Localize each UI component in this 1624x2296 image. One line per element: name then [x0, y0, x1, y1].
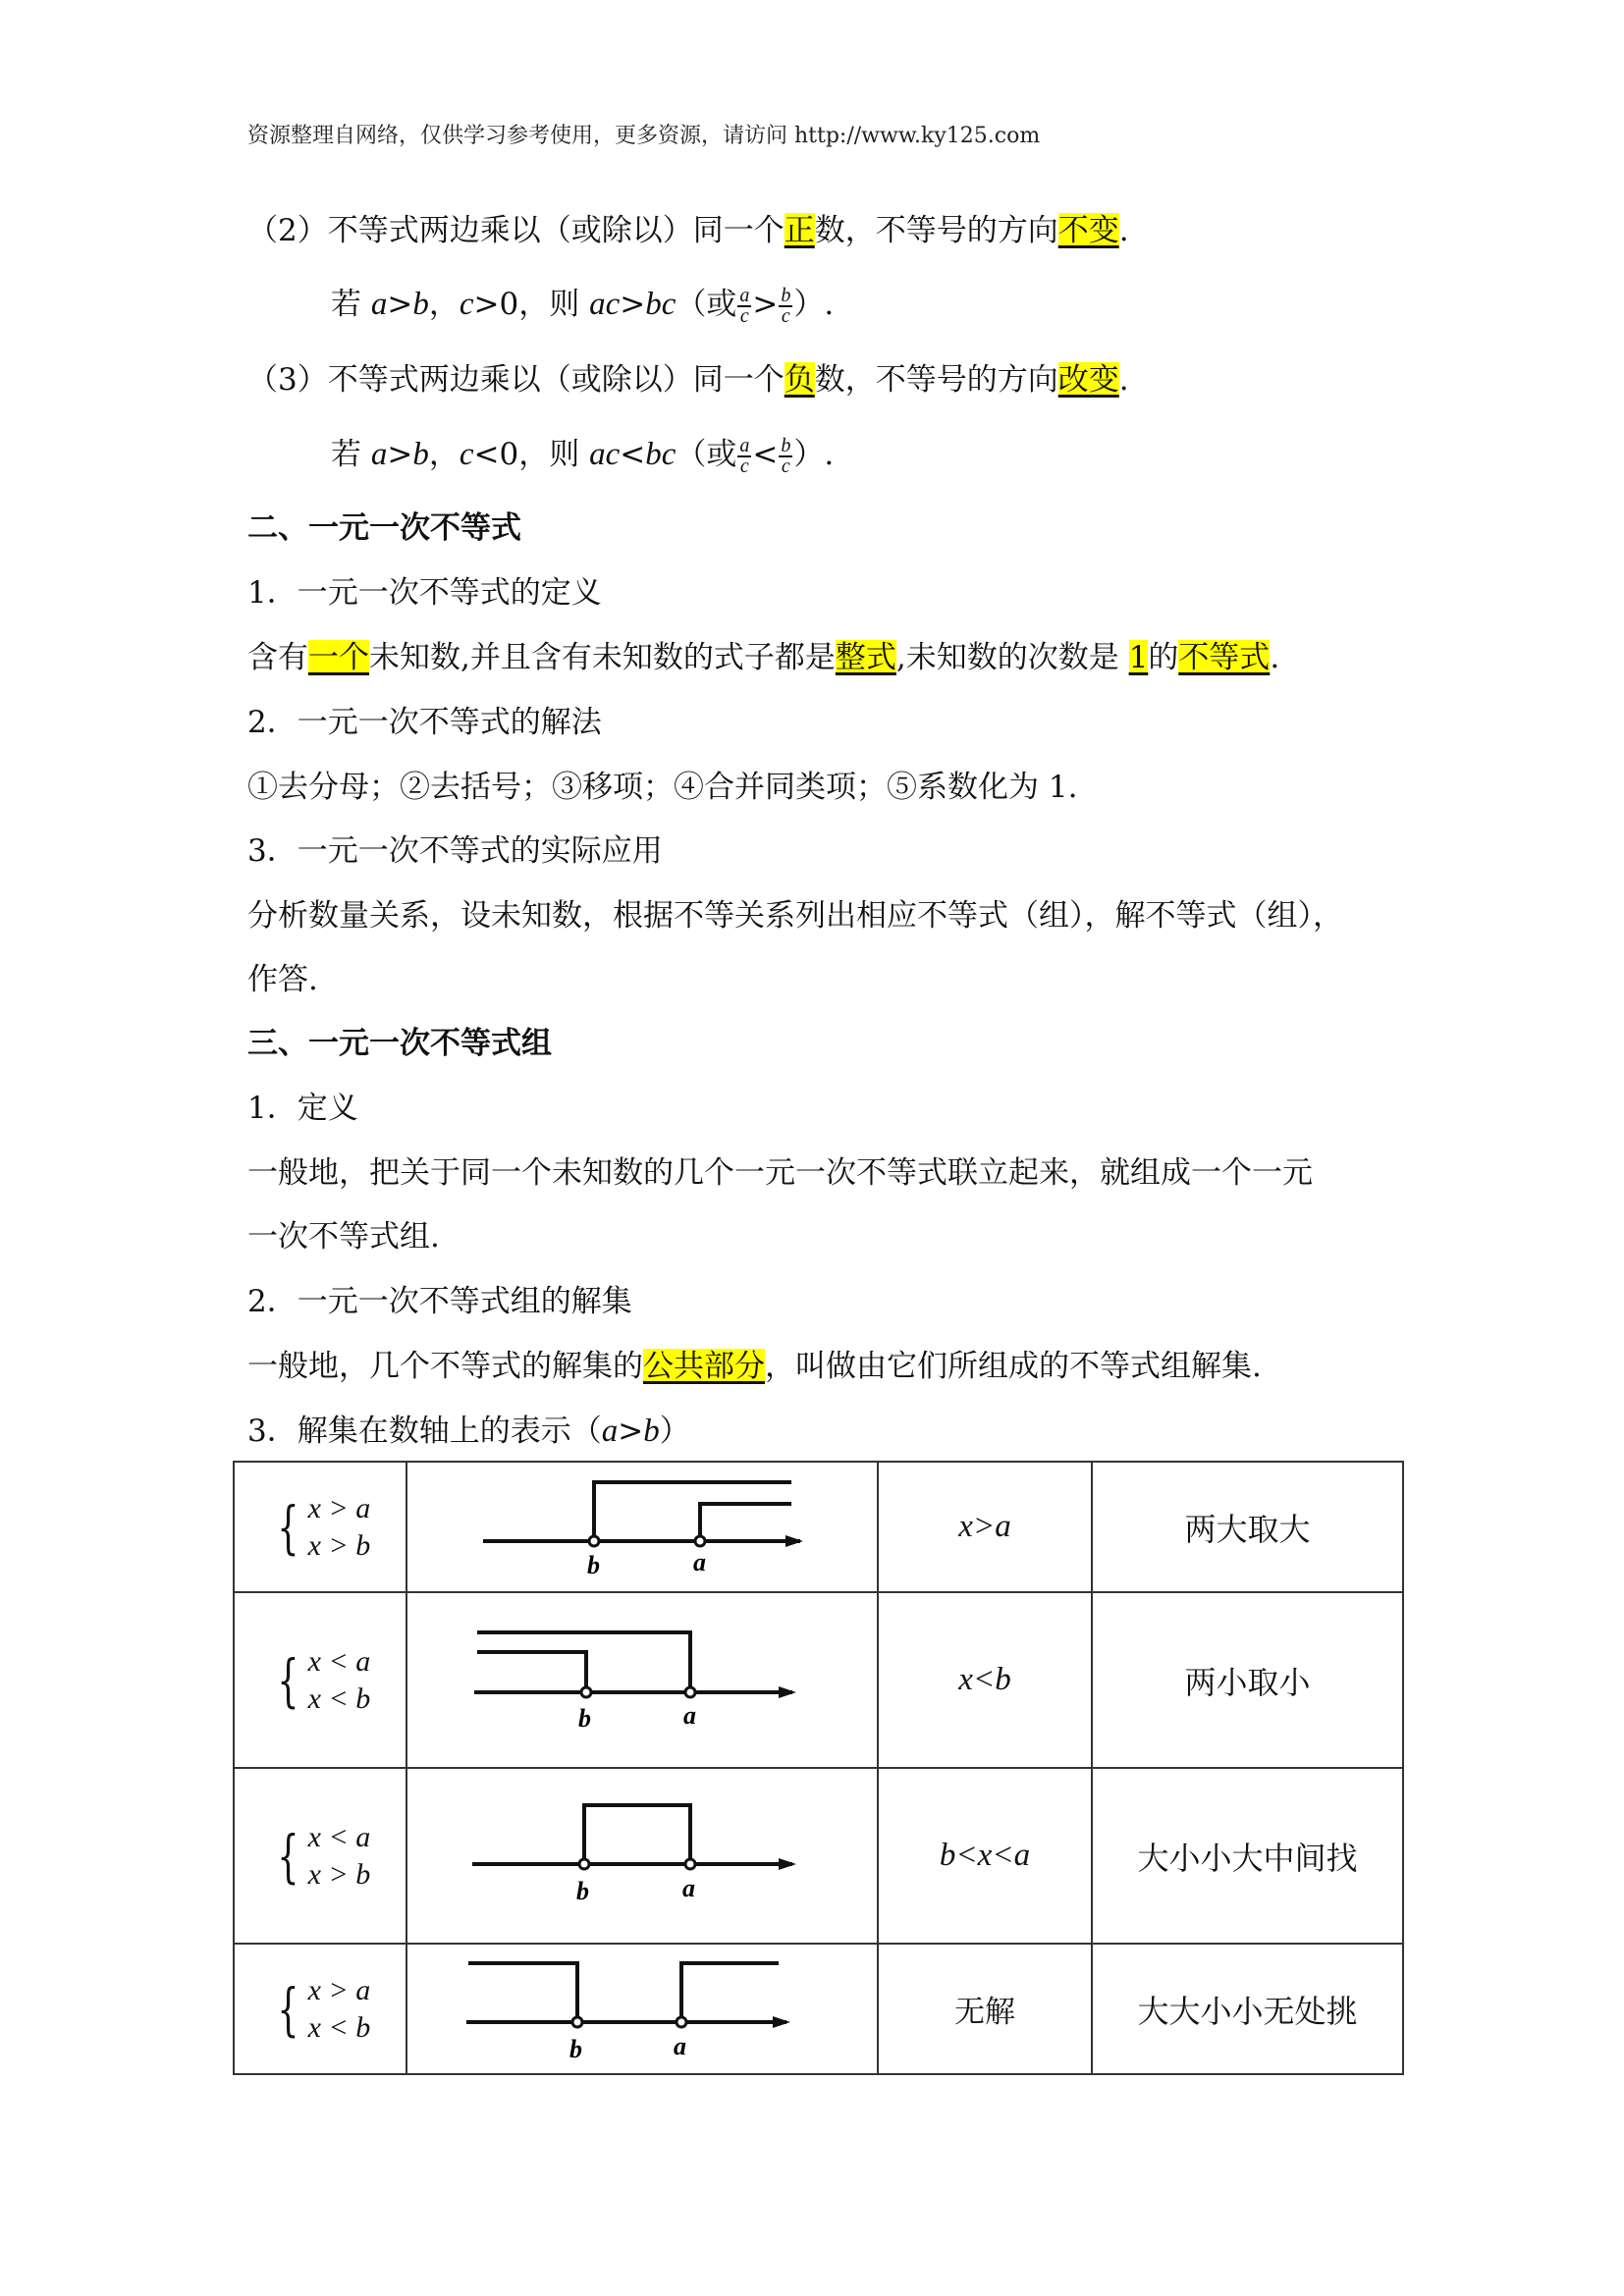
brace-icon: { [277, 1975, 299, 2043]
highlight: 改变 [1057, 362, 1119, 398]
highlight: 负 [784, 362, 815, 398]
point-a [695, 1536, 705, 1546]
label-b: b [569, 2035, 582, 2063]
ray-b [477, 1652, 586, 1692]
label-b: b [578, 1704, 591, 1733]
subheading: 2．一元一次不等式组的解集 [247, 1284, 632, 1319]
rule-cell: 大小小大中间找 [1092, 1768, 1403, 1944]
ray-a [681, 1963, 779, 2022]
system-cell: { x > a x < b [234, 1944, 406, 2074]
number-line-cell [406, 1944, 878, 2074]
number-line-cell [406, 1462, 878, 1592]
rule-positive: （2）不等式两边乘以（或除以）同一个正数，不等号的方向不变. [247, 213, 1129, 248]
rule-positive-example: 若 a>b，c>0，则 ac>bc（或 $\frac{a}{c}$ > $\frac{b}{c}$ ）. [331, 284, 835, 327]
highlight: 整式 [835, 640, 896, 675]
point-a [685, 1687, 695, 1697]
label-a: a [683, 1701, 696, 1730]
fraction: $\frac{b}{c}$ [781, 434, 791, 477]
arrow-icon [773, 2016, 790, 2028]
result-cell: x<b [878, 1592, 1092, 1768]
number-line-cell [406, 1768, 878, 1944]
point-b [581, 1687, 591, 1697]
label-b: b [576, 1877, 589, 1905]
arrow-icon [785, 1535, 803, 1547]
label-a: a [693, 1548, 706, 1576]
ray-b [594, 1482, 791, 1541]
highlight: 不变 [1057, 213, 1119, 248]
point-b [589, 1536, 599, 1546]
label-a: a [682, 1874, 695, 1902]
definition: 含有一个未知数,并且含有未知数的式子都是整式,未知数的次数是 1的不等式. [247, 640, 1280, 675]
highlight: 一个 [308, 640, 369, 675]
subheading: 1．一元一次不等式的定义 [247, 575, 602, 611]
arrow-icon [779, 1858, 796, 1870]
table-row [234, 1462, 1403, 1592]
number-line-diagram [407, 1945, 877, 2069]
steps: ①去分母；②去括号；③移项；④合并同类项；⑤系数化为 1. [247, 770, 1078, 805]
point-b [579, 1859, 589, 1869]
paragraph: 一般地，几个不等式的解集的公共部分，叫做由它们所组成的不等式组解集. [247, 1349, 1262, 1384]
point-a [677, 2017, 686, 2027]
table-row [234, 1592, 1403, 1768]
paragraph: 一次不等式组. [247, 1219, 440, 1255]
subheading: 2．一元一次不等式的解法 [247, 705, 602, 740]
highlight: 公共部分 [643, 1349, 765, 1384]
arrow-icon [779, 1686, 796, 1698]
highlight: 1 [1128, 640, 1149, 675]
table-row [234, 1944, 1403, 2074]
rule-cell: 两大取大 [1092, 1462, 1403, 1592]
fraction: $\frac{a}{c}$ [739, 434, 750, 477]
point-a [685, 1859, 695, 1869]
result-cell: x>a [878, 1462, 1092, 1592]
brace-icon: { [277, 1646, 299, 1714]
ray-a [700, 1504, 791, 1541]
result-cell: b<x<a [878, 1768, 1092, 1944]
label-a: a [674, 2032, 686, 2060]
page-header: 资源整理自网络，仅供学习参考使用，更多资源，请访问 http://www.ky125.com [247, 124, 1041, 148]
number-line-diagram [407, 1769, 877, 1939]
rule-cell: 两小取小 [1092, 1592, 1403, 1768]
rule-negative: （3）不等式两边乘以（或除以）同一个负数，不等号的方向改变. [247, 362, 1129, 398]
paragraph: 分析数量关系，设未知数，根据不等关系列出相应不等式（组），解不等式（组）， [247, 898, 1343, 934]
result-cell: 无解 [878, 1944, 1092, 2074]
fraction: $\frac{b}{c}$ [781, 284, 791, 327]
highlight: 不等式 [1178, 640, 1271, 675]
rule-negative-example: 若 a>b，c<0，则 ac<bc（或 $\frac{a}{c}$ < $\frac{b}{c}$ ）. [331, 434, 835, 477]
ray-b [468, 1963, 577, 2022]
rule-cell: 大大小小无处挑 [1092, 1944, 1403, 2074]
highlight: 正 [784, 213, 815, 248]
number-line-diagram [407, 1593, 877, 1763]
ray-a [477, 1632, 690, 1692]
fraction: $\frac{a}{c}$ [739, 284, 750, 327]
system-cell: { x < a x > b [234, 1768, 406, 1944]
subheading: 1．定义 [247, 1091, 358, 1126]
paragraph: 作答. [247, 962, 318, 997]
solution-set-table [233, 1461, 1404, 2075]
system-cell: { x > a x > b [234, 1462, 406, 1592]
subheading: 3．一元一次不等式的实际应用 [247, 833, 663, 869]
interval-bracket [584, 1805, 690, 1864]
table-row [234, 1768, 1403, 1944]
paragraph: 一般地，把关于同一个未知数的几个一元一次不等式联立起来，就组成一个一元 [247, 1155, 1313, 1191]
subheading: 3．解集在数轴上的表示（a>b） [247, 1414, 690, 1449]
brace-icon: { [277, 1822, 299, 1890]
number-line-diagram [407, 1463, 877, 1587]
number-line-cell [406, 1592, 878, 1768]
point-b [572, 2017, 582, 2027]
section-heading: 三、一元一次不等式组 [247, 1026, 552, 1061]
section-heading: 二、一元一次不等式 [247, 510, 521, 546]
brace-icon: { [277, 1493, 299, 1561]
system-cell: { x < a x < b [234, 1592, 406, 1768]
label-b: b [587, 1551, 600, 1579]
